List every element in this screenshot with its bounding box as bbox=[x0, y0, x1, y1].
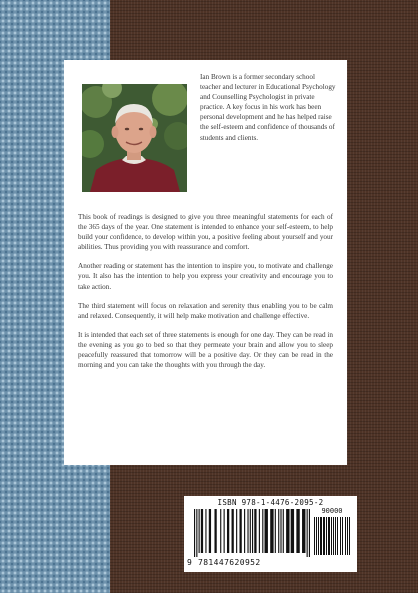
isbn-label: ISBN 978-1-4476-2095-2 bbox=[217, 498, 324, 507]
ean-digits: 781447620952 bbox=[198, 558, 261, 567]
author-portrait-image bbox=[82, 84, 187, 192]
author-bio: Ian Brown is a former secondary school teacher and lecturer in Educational Psychology and Counselling Psychologist in private practice. A key focus in his work has been personal development and he has helped raise the self-esteem and confidence of thousands of students and clients. bbox=[200, 73, 336, 142]
addon-barcode-bars bbox=[314, 517, 350, 559]
description-paragraph-2: Another reading or statement has the intention to inspire you, to motivate and challenge you. It also has the intention to help you express your creativity and encourage you to take action. bbox=[78, 262, 333, 291]
price-addon-label: 90000 bbox=[321, 507, 343, 515]
description-paragraph-1: This book of readings is designed to give you three meaningful statements for each of the 365 days of the year. One statement is intended to enhance your self-esteem, to help build your confidence, to develop within you, a positive feeling about yourself and your abilities. Thus providing you with reassurance and comfort. bbox=[78, 213, 333, 252]
isbn-barcode bbox=[184, 496, 357, 572]
ean-barcode-bars bbox=[194, 509, 310, 559]
author-photo bbox=[82, 84, 187, 192]
description-paragraph-3: The third statement will focus on relaxation and serenity thus enabling you to be calm and relaxed. Consequently, it will help make motivation and challenge effective. bbox=[78, 301, 333, 320]
ean-first-digit: 9 bbox=[187, 558, 192, 567]
text-panel bbox=[64, 60, 347, 465]
author-section bbox=[78, 72, 336, 196]
description-paragraph-4: It is intended that each set of three statements is enough for one day. They can be read in the evening as you go to bed so that they permeate your brain and allow you to sleep peacefully reassured that tomorrow will be a positive day. Or they can be read in the morning and you can take the thoughts with you through the day. bbox=[78, 330, 333, 370]
